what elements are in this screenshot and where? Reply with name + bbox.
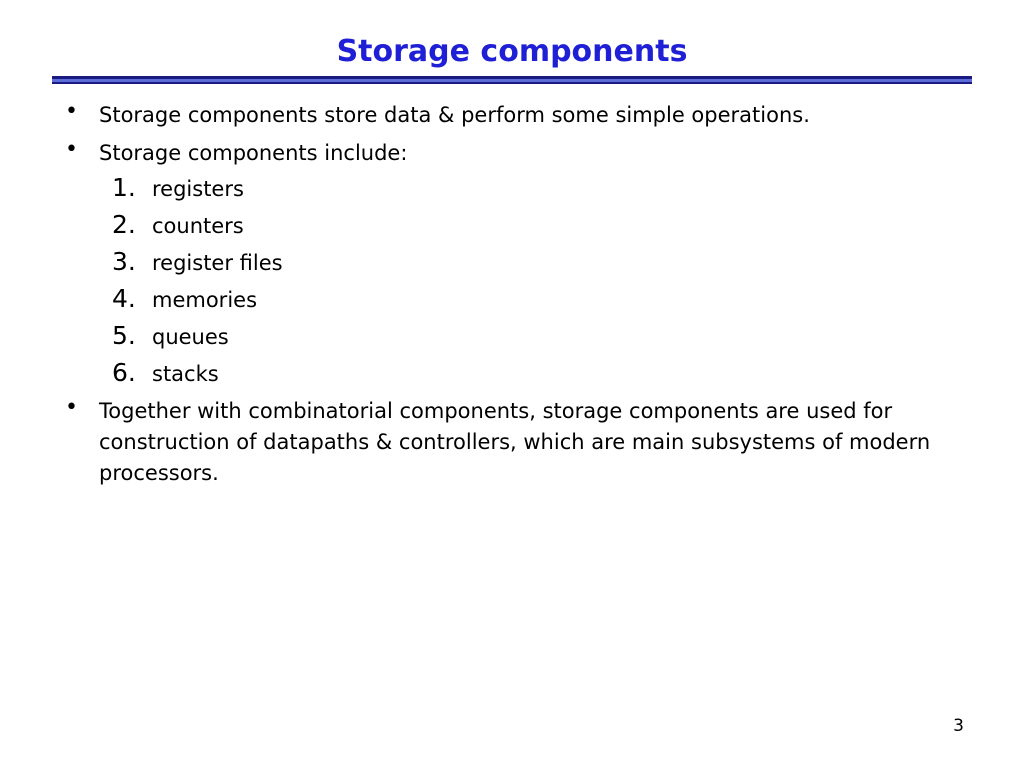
numbered-item	[112, 319, 229, 353]
item-number: 2.	[112, 210, 136, 239]
item-number: 3.	[112, 247, 136, 276]
item-text: stacks	[152, 362, 219, 386]
numbered-item	[112, 208, 244, 242]
numbered-item	[112, 282, 257, 316]
bullet-text: Storage components include:	[99, 141, 408, 165]
bullet-item	[65, 137, 969, 169]
bullet-icon: •	[65, 99, 78, 124]
page-number: 3	[953, 716, 964, 736]
title-divider	[52, 76, 972, 84]
item-text: register files	[152, 251, 283, 275]
numbered-item	[112, 245, 283, 279]
item-number: 1.	[112, 173, 136, 202]
bullet-text: Storage components store data & perform some simple operations.	[99, 103, 810, 127]
numbered-item	[112, 356, 219, 390]
bullet-icon: •	[65, 137, 78, 162]
bullet-item	[65, 99, 969, 131]
item-text: counters	[152, 214, 244, 238]
bullet-icon: •	[65, 395, 78, 420]
item-number: 6.	[112, 358, 136, 387]
item-text: registers	[152, 177, 244, 201]
item-text: queues	[152, 325, 229, 349]
slide-title: Storage components	[336, 34, 688, 69]
bullet-item	[65, 395, 969, 489]
bullet-text: Together with combinatorial components, storage components are used for construction of datapaths & controllers, which are main subsystems of modern processors.	[99, 399, 931, 485]
item-number: 5.	[112, 321, 136, 350]
numbered-item	[112, 171, 244, 205]
item-text: memories	[152, 288, 258, 312]
item-number: 4.	[112, 284, 136, 313]
